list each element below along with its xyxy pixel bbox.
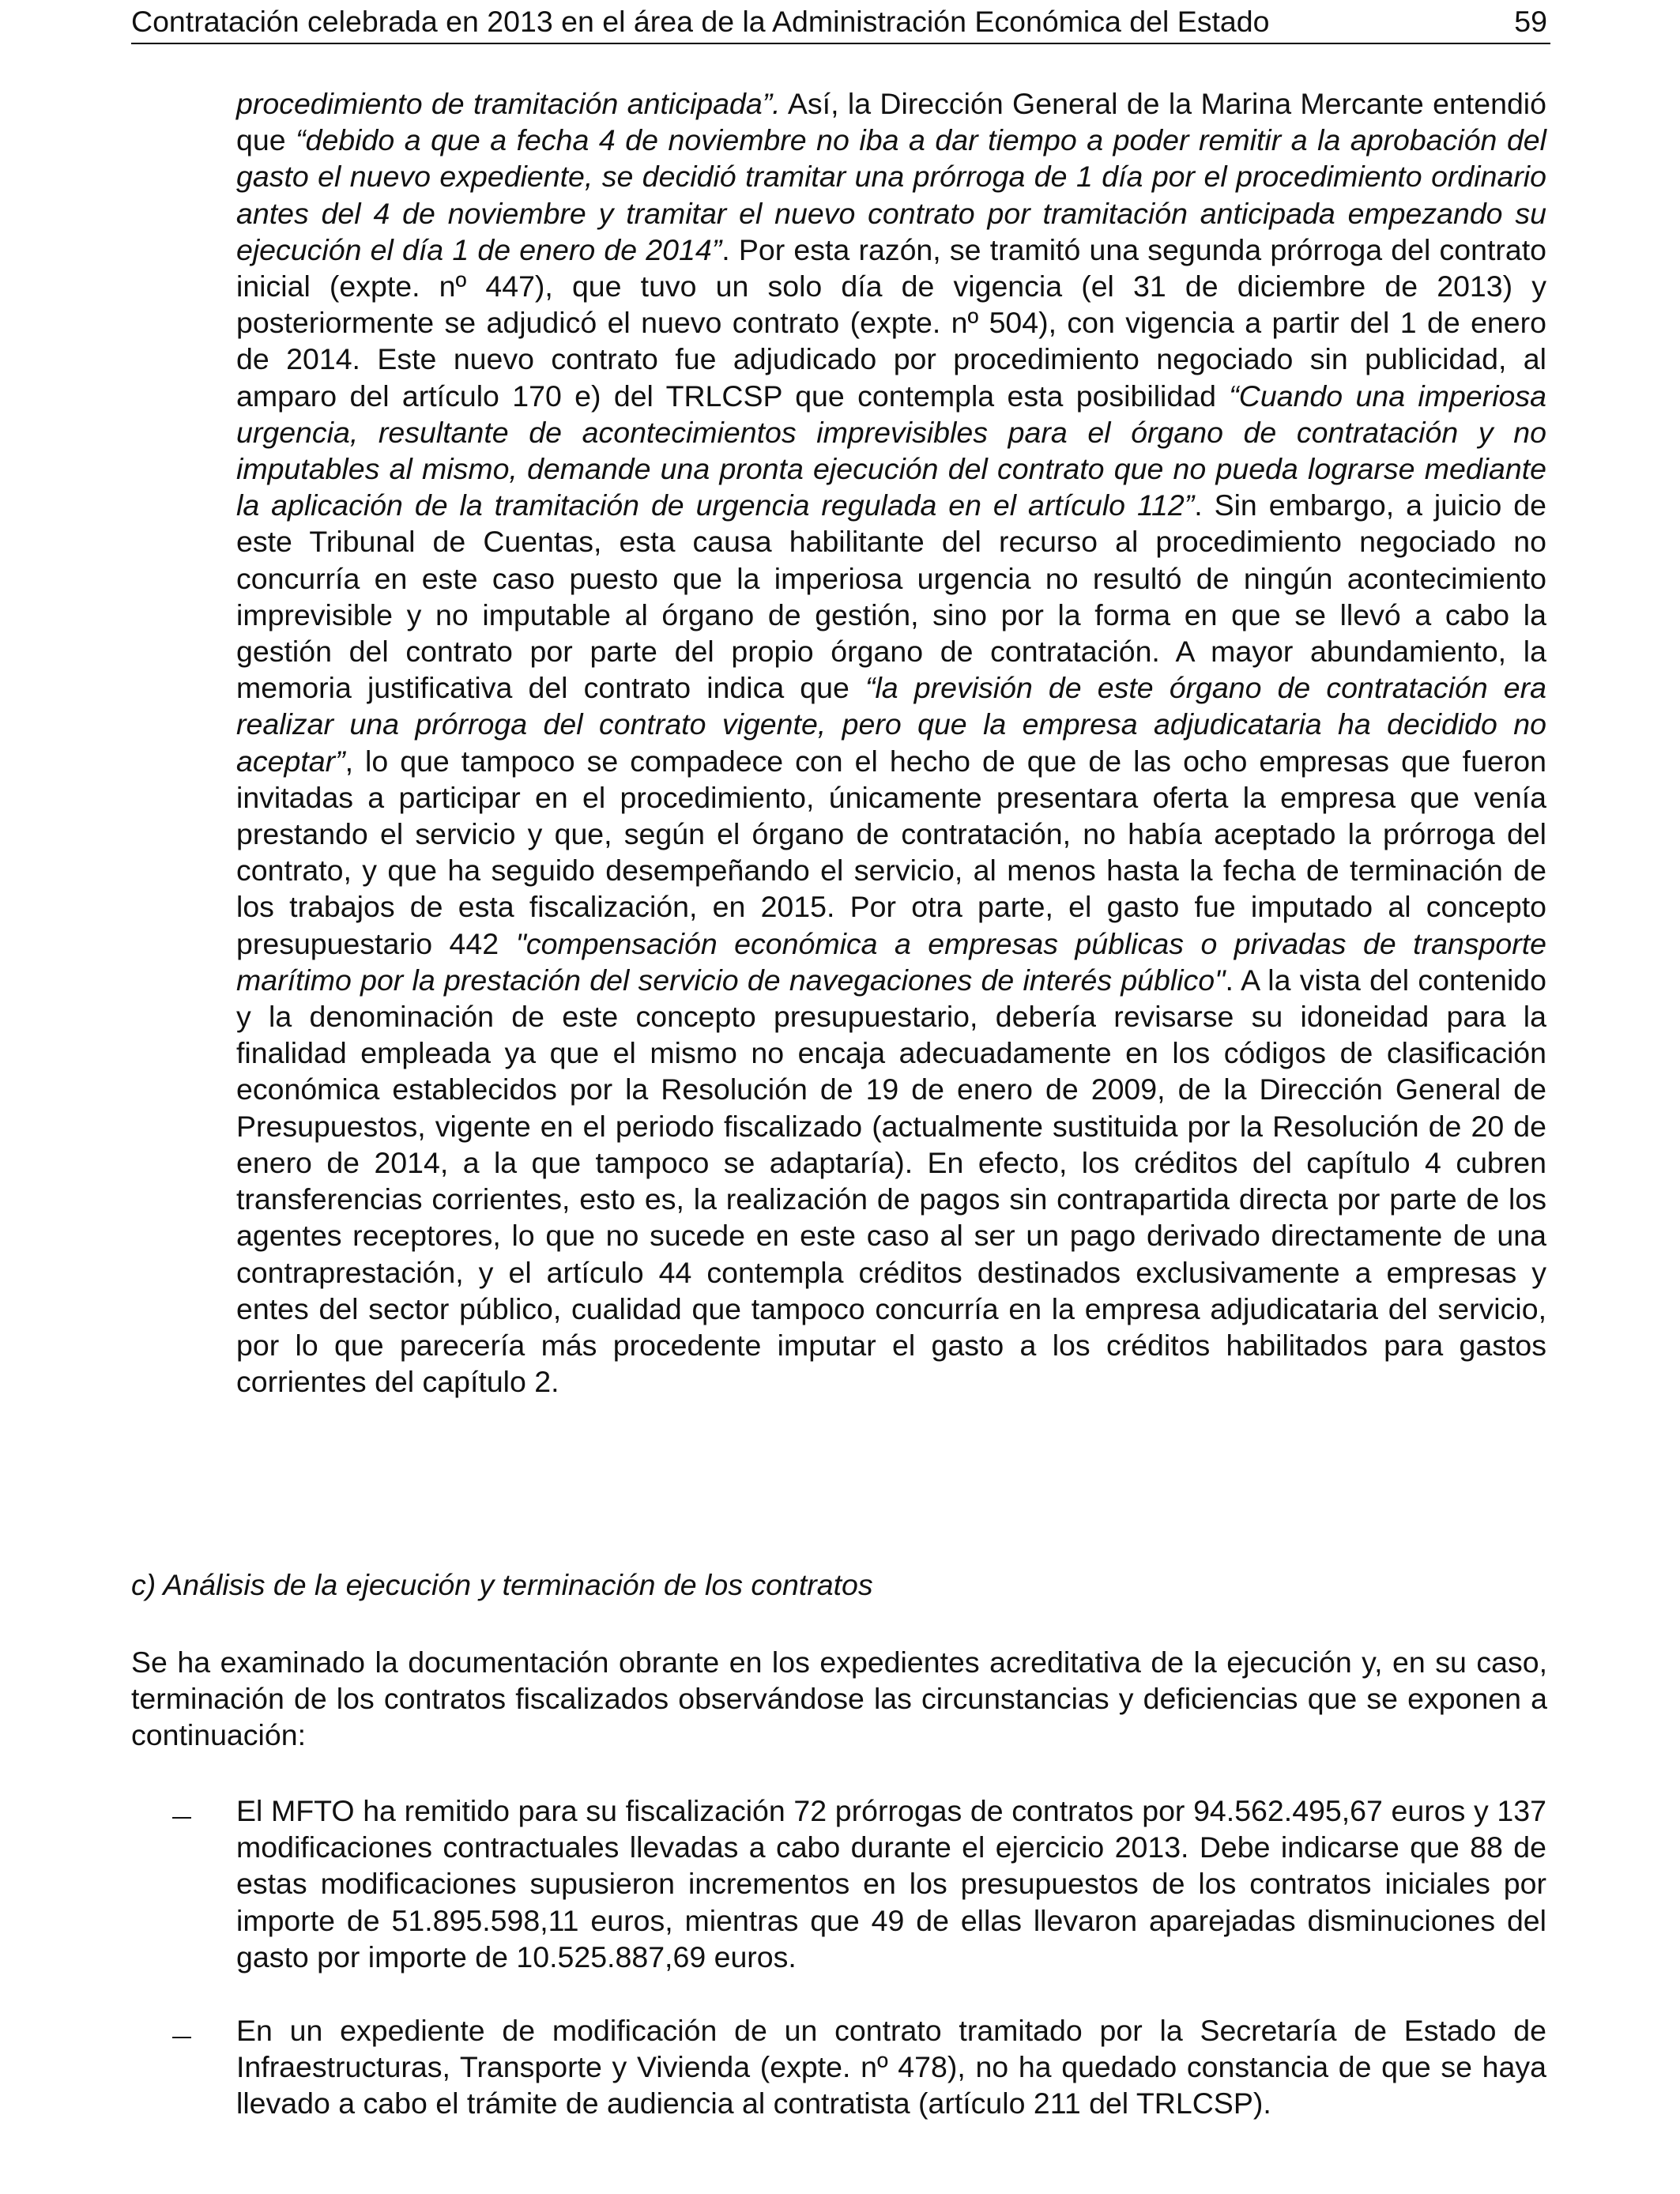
body-text: . Por esta razón, se tramitó una segunda prórroga del contrato inicial (expte. nº 447), que tuvo un solo día de vigencia (el 31 de diciembre de 2013) y posteriormente se adjudicó el nuevo contrato (expte. nº 504), con vigencia a partir del 1 de enero de 2014. Este nuevo contrato fue adjudicado por procedimiento negociado sin publicidad, al amparo del artículo 170 e) del TRLCSP que contempla esta posibilidad [236, 232, 1547, 413]
header-title: Contratación celebrada en 2013 en el área de la Administración Económica del Estado [131, 5, 1270, 38]
running-header [131, 3, 1550, 44]
body-text: . Sin embargo, a juicio de este Tribunal de Cuentas, esta causa habilitante del recurso al procedimiento negociado no concurría en este caso puesto que la imperiosa urgencia no resultó de ningún acontecimiento imprevisible y no imputable al órgano de gestión, sino por la forma en que se llevó a cabo la gestión del contrato por parte del propio órgano de contratación. A mayor abundamiento, la memoria justificativa del contrato indica que [236, 488, 1546, 705]
bullet-item: El MFTO ha remitido para su fiscalización 72 prórrogas de contratos por 94.562.495,67 euros y 137 modificaciones contractuales llevadas a cabo durante el ejercicio 2013. Debe indicarse que 88 de estas modificaciones supusieron incrementos en los presupuestos de los contratos iniciales por importe de 51.895.598,11 euros, mientras que 49 de ellas llevaron aparejadas disminuciones del gasto por importe de 10.525.887,69 euros. [236, 1794, 1546, 1973]
quoted-text: "compensación económica a empresas públicas o privadas de transporte marítimo por la prestación del servicio de navegaciones de interés público" [236, 926, 1546, 997]
body-paragraph [236, 85, 1546, 1400]
section-heading: c) Análisis de la ejecución y terminación de los contratos [131, 1568, 873, 1601]
bullet-item: En un expediente de modificación de un contrato tramitado por la Secretaría de Estado de Infraestructuras, Transporte y Vivienda (expte. nº 478), no ha quedado constancia de que se haya llevado a cabo el trámite de audiencia al contratista (artículo 211 del TRLCSP). [236, 2014, 1546, 2120]
bullet-dash [172, 2037, 191, 2038]
bullet-dash [172, 1817, 191, 1819]
body-text: Así, la Dirección General de la Marina Mercante entendió que [236, 87, 1546, 157]
quoted-text: procedimiento de tramitación anticipada”. [236, 87, 781, 120]
quoted-text: “la previsión de este órgano de contratación era realizar una prórroga del contrato vigente, pero que la empresa adjudicataria ha decidido no aceptar” [236, 671, 1546, 778]
body-text: , lo que tampoco se compadece con el hecho de que de las ocho empresas que fueron invitadas a participar en el procedimiento, únicamente presentara oferta la empresa que venía prestando el servicio y que, según el órgano de contratación, no había aceptado la prórroga del contrato, y que ha seguido desempeñando el servicio, al menos hasta la fecha de terminación de los trabajos de esta fiscalización, en 2015. Por otra parte, el gasto fue imputado al concepto presupuestario 442 [236, 744, 1546, 960]
section-intro-paragraph: Se ha examinado la documentación obrante en los expedientes acreditativa de la ejecución y, en su caso, terminación de los contratos fiscalizados observándose las circunstancias y deficiencias que se exponen a continuación: [131, 1646, 1547, 1752]
page-number: 59 [1514, 5, 1547, 38]
body-text: . A la vista del contenido y la denominación de este concepto presupuestario, debería revisarse su idoneidad para la finalidad empleada ya que el mismo no encaja adecuadamente en los códigos de clasificación económica establecidos por la Resolución de 19 de enero de 2009, de la Dirección General de Presupuestos, vigente en el periodo fiscalizado (actualmente sustituida por la Resolución de 20 de enero de 2014, a la que tampoco se adaptaría). En efecto, los créditos del capítulo 4 cubren transferencias corrientes, esto es, la realización de pagos sin contrapartida directa por parte de los agentes receptores, lo que no sucede en este caso al ser un pago derivado directamente de una contraprestación, y el artículo 44 contempla créditos destinados exclusivamente a empresas y entes del sector público, cualidad que tampoco concurría en la empresa adjudicataria del servicio, por lo que parecería más procedente imputar el gasto a los créditos habilitados para gastos corrientes del capítulo 2. [236, 963, 1547, 1399]
quoted-text: “Cuando una imperiosa urgencia, resultante de acontecimientos imprevisibles para el órgano de contratación y no imputables al mismo, demande una pronta ejecución del contrato que no pueda lograrse mediante la aplicación de la tramitación de urgencia regulada en el artículo 112” [236, 379, 1546, 522]
quoted-text: “debido a que a fecha 4 de noviembre no iba a dar tiempo a poder remitir a la aprobación del gasto el nuevo expediente, se decidió tramitar una prórroga de 1 día por el procedimiento ordinario antes del 4 de noviembre y tramitar el nuevo contrato por tramitación anticipada empezando su ejecución el día 1 de enero de 2014” [236, 123, 1546, 266]
